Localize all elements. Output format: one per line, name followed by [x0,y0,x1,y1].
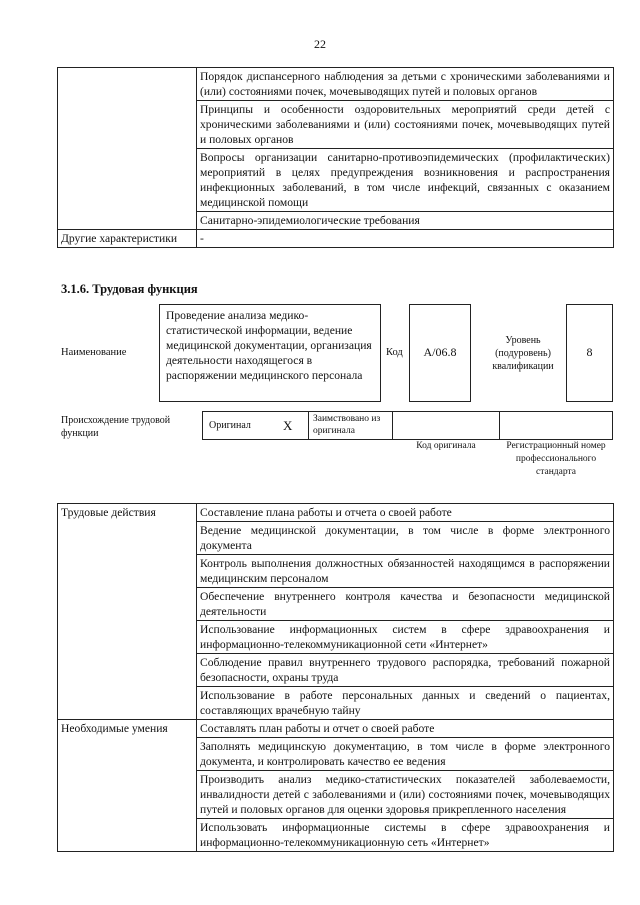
table-cell: Вопросы организации санитарно-противоэпидемических (профилактических) мероприятий в целях предупреждения возникновения и распространения инфекционных заболеваний, в том числе инфекций, связанных с оказанием медицинской помощи [197,149,614,212]
borrowed-label: Заимствовано из оригинала [313,414,381,436]
reg-number-caption: Регистрационный номер профессионального стандарта [506,441,606,477]
table-cell: Использование информационных систем в сфере здравоохранения и информационно-телекоммуникационной сети «Интернет» [197,621,614,654]
table-row [58,68,614,101]
code-original-box [392,411,500,440]
table-cell: Использовать информационные системы в сфере здравоохранения и информационно-телекоммуникационную сеть «Интернет» [197,819,614,852]
table-cell: Санитарно-эпидемиологические требования [197,212,614,230]
table-cell: Ведение медицинской документации, в том числе в форме электронного документа [197,522,614,555]
original-label: Оригинал [209,420,251,431]
table-cell: Порядок диспансерного наблюдения за детьми с хроническими заболеваниями и (или) состояниями почек, мочевыводящих путей и половых органов [197,68,614,101]
row-label: Другие характеристики [58,230,197,248]
code-original-caption: Код оригинала [416,441,476,451]
level-value: 8 [586,345,593,359]
level-box [566,304,613,402]
code-value: А/06.8 [423,345,457,359]
table-row [58,720,614,738]
borrowed-box [308,411,393,440]
row-label: Необходимые умения [58,720,197,852]
main-table [57,503,614,852]
table-cell: Использование в работе персональных данных и сведений о пациентах, составляющих врачебную тайну [197,687,614,720]
table-cell [58,68,197,230]
table-cell: Составлять план работы и отчет о своей работе [197,720,614,738]
table-cell: Заполнять медицинскую документацию, в том числе в форме электронного документа, и контролировать качество ее ведения [197,738,614,771]
top-table [57,67,614,248]
table-cell: Контроль выполнения должностных обязанностей находящимся в распоряжении медицинским персоналом [197,555,614,588]
page-number: 22 [314,37,326,51]
level-label: Уровень (подуровень) квалификации [492,335,554,372]
name-label: Наименование [61,347,127,358]
table-row [58,504,614,522]
original-mark: Х [283,418,293,433]
row-label: Трудовые действия [58,504,197,720]
table-cell: Производить анализ медико-статистических показателей заболеваемости, инвалидности детей с заболеваниями и (или) состояниями почек, мочевыводящих путей и половых органов для оценки здоровья прикрепленного населения [197,771,614,819]
code-label: Код [386,347,403,358]
table-cell: Соблюдение правил внутреннего трудового распорядка, требований пожарной безопасности, охраны труда [197,654,614,687]
function-name: Проведение анализа медико-статистической информации, ведение медицинской документации, организация деятельности находящегося в распоряжении медицинского персонала [166,309,372,382]
table-cell: Обеспечение внутреннего контроля качества и безопасности медицинской деятельности [197,588,614,621]
table-cell: - [197,230,614,248]
original-box [202,411,309,440]
code-box [409,304,471,402]
function-name-box [159,304,381,402]
section-title: 3.1.6. Трудовая функция [61,282,198,296]
origin-label: Происхождение трудовой функции [61,415,171,439]
reg-number-box [499,411,613,440]
table-cell: Составление плана работы и отчета о своей работе [197,504,614,522]
table-row [58,230,614,248]
table-cell: Принципы и особенности оздоровительных мероприятий среди детей с хроническими заболеваниями и (или) состояниями почек, мочевыводящих путей и половых органов [197,101,614,149]
